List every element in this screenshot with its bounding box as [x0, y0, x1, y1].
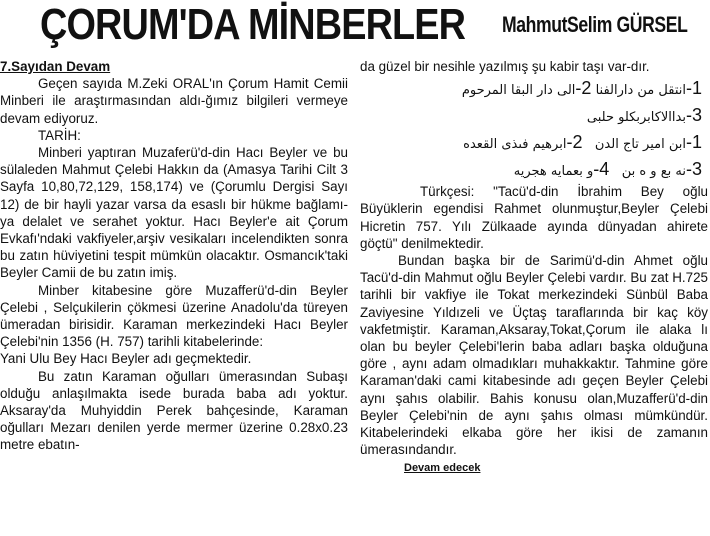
paragraph-history: Minberi yaptıran Muzaferü'd-din Hacı Beyler ve bu sülaleden Mahmut Çelebi Hakkın da (Amasya Tarihi Cilt 3 Sayfa 10,80,72,129, 158,174) ve (Çorumlu Dergisi Sayı 12) de bir hayli yazar varsa da esaslı bir hükme bağlamı-ya delalet ve serahet yoktur. Hacı Beyler'e ait Çorum Evkafı'ndaki vakfiyeler,arşiv vesikaları incelendikten sonra bu zatın hüviyetini tespit mümkün olacaktır. Osmancık'taki Beyler Camii de bu zatın imiş.	[0, 145, 348, 281]
author-name: MahmutSelim GÜRSEL	[502, 12, 688, 37]
paragraph-ulu-bey: Yani Ulu Bey Hacı Beyler adı geçmektedir.	[0, 351, 252, 367]
arabic-line-4: 3-نه بع و ه بن 4-و بعمايه هجريه	[513, 159, 702, 180]
left-column	[0, 58, 348, 454]
section-heading-tarih: TARİH:	[38, 127, 81, 143]
continuation-subtitle: 7.Sayıdan Devam	[0, 59, 111, 74]
arabic-line-1: 1-انتقل من دارالفنا 2-الى دار البقا المرحوم	[461, 78, 702, 99]
paragraph-inscription: Minber kitabesine göre Muzafferü'd-din Beyler Çelebi , Selçukilerin çökmesi üzerine Anadolu'da türeyen ümeradan birisidir. Karaman merkezindeki Hacı Beyler Çelebi'nin 1356 (H. 757) tarihli kitabelerinde:	[0, 282, 348, 350]
paragraph-intro: Geçen sayıda M.Zeki ORAL'ın Çorum Hamit Cemii Minberi ile araştırmasından aldı-ğımız bilgileri vermeye devam ediyoruz.	[0, 76, 348, 126]
arabic-inscription	[360, 75, 708, 183]
continued-note: Devam edecek	[404, 462, 481, 475]
paragraph-translation: Türkçesi: "Tacü'd-din İbrahim Bey oğlu Büyüklerin egendisi Rahmet olunmuştur,Beyler Çelebi Hicretin 757. Yılı Zülkaade ayında dünyadan ahirete göçtü" denilmektedir.	[360, 184, 708, 251]
right-column	[360, 58, 708, 478]
arabic-line-3: 1-ابن امير تاج الدن 2-ابرهيم فىذى القعده	[463, 132, 702, 153]
paragraph-karaman: Bu zatın Karaman oğulları ümerasından Subaşı olduğu anlaşılmakta isede burada baba adı yoktur. Aksaray'da Muhyiddin Perek bahçesinde, Karaman oğulları Mezarı denilen yerde mermer üzerine 0.28x0.23 metre ebatın-	[0, 368, 348, 453]
article-title: ÇORUM'DA MİNBERLER	[40, 0, 466, 49]
paragraph-tombstone-intro: da güzel bir nesihle yazılmış şu kabir taşı var-dır.	[360, 59, 650, 74]
paragraph-other-beyler: Bundan başka bir de Sarimü'd-din Ahmet oğlu Tacü'd-din Mahmut oğlu Beyler Çelebi vardır. Bu zat H.725 tarihli bir vakfiye ile Tokat merkezindeki Sünbül Baba Zaviyesine Yıldızeli ve Üçtaş taraflarında bir kaç köy vakfetmiştir. Karaman,Aksaray,Tokat,Çorum ile alaka lı olan bu beyler Çelebi'lerin baba adları başka olduğuna göre , aynı adam olmadıkları muhakkaktır. Tahmine göre Karaman'daki cami kitabesinde adı geçen Beyler Çelebi aynı şahıs olabilir. Bahis konusu olan,Muzafferü'd-din Beyler Çelebi'nin de aynı şahıs olması mümkündür. Kitabelerindeki elkaba göre her ikisi de zamanın ümerasındandır.	[360, 253, 708, 458]
arabic-line-2: 3-بداالاكابربكلو حلبى	[586, 105, 702, 126]
